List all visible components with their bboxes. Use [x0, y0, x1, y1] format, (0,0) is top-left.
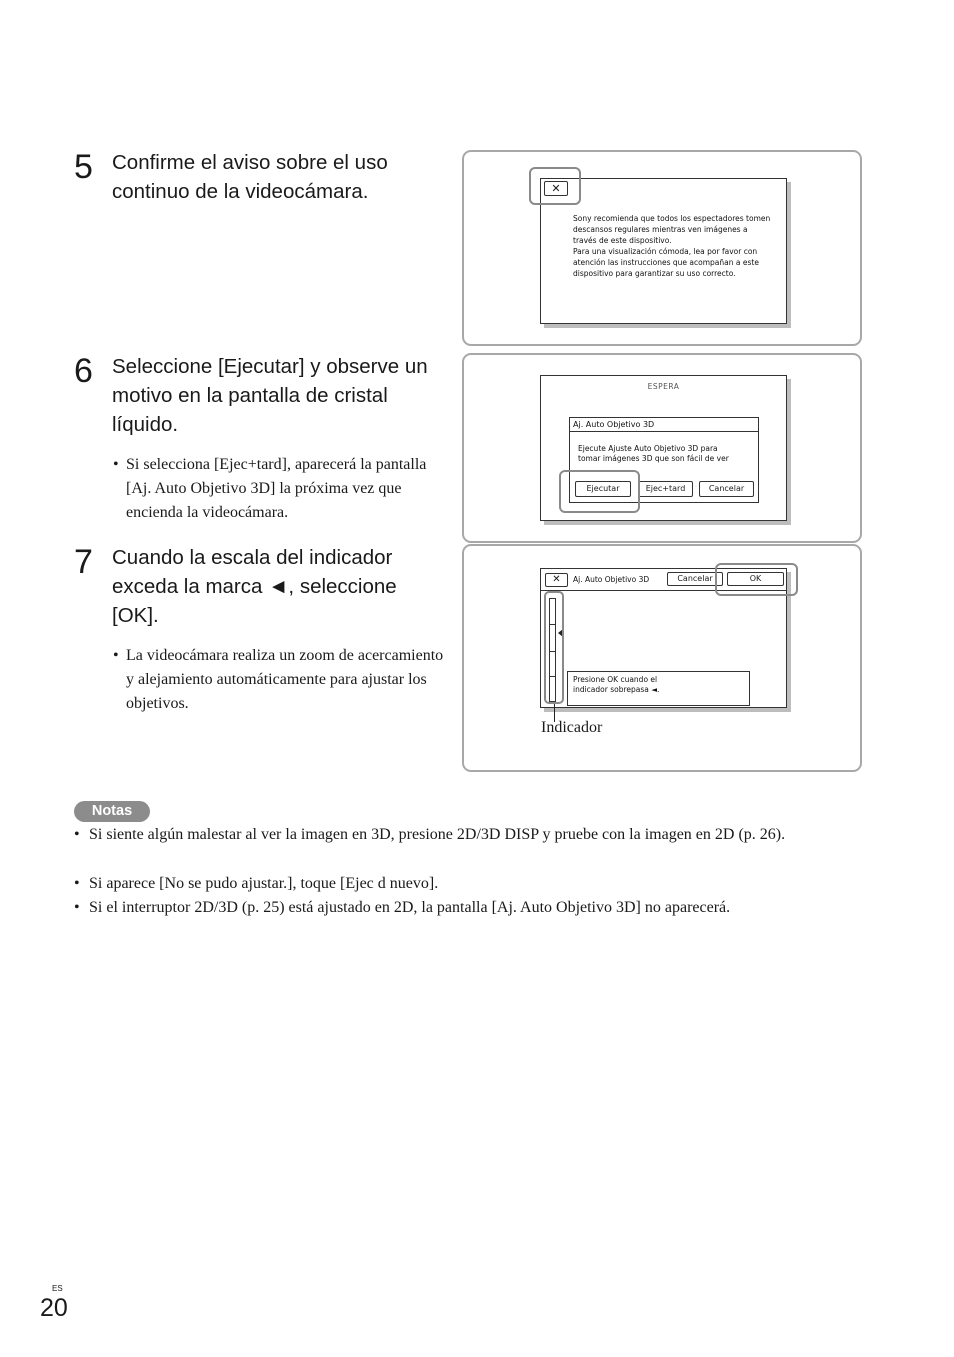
bullet-dot: •: [74, 875, 80, 892]
notes-badge: Notas: [74, 801, 150, 822]
hint-line-1: Presione OK cuando el: [573, 675, 658, 684]
note-text-3: Si el interruptor 2D/3D (p. 25) está ajustado en 2D, la pantalla [Aj. Auto Objetivo 3D] no aparecerá.: [89, 899, 731, 916]
dialog-title: Aj. Auto Objetivo 3D: [570, 418, 758, 432]
adjust-title: Aj. Auto Objetivo 3D: [573, 575, 650, 584]
step-7-number: 7: [74, 543, 93, 581]
close-icon[interactable]: ✕: [544, 181, 568, 196]
mark-icon: ◄: [268, 575, 289, 598]
bullet-dot: •: [74, 899, 80, 916]
note-item: [74, 872, 849, 897]
highlight-close: [529, 167, 581, 205]
panel-standby: [462, 353, 862, 543]
hint-line-2: [573, 685, 659, 695]
language-code: ES: [52, 1284, 63, 1293]
note-item: [74, 896, 849, 921]
bullet-dot: •: [74, 826, 80, 843]
highlight-ok: [715, 563, 798, 596]
execute-button[interactable]: Ejecutar: [575, 481, 631, 497]
hint-box: [567, 671, 750, 706]
step-7-title: [112, 543, 432, 630]
warning-message: Sony recomienda que todos los espectadores tomen descansos regulares mientras ven imágenes a través de este dispositivo. Para una visualización cómoda, lea por favor con atención las instrucciones que acompañan a este dispositivo para garantizar su uso correcto.: [573, 214, 771, 278]
panel-warning: [462, 150, 862, 346]
bullet-dot: •: [113, 647, 119, 664]
ok-button[interactable]: OK: [727, 572, 784, 586]
indicator-label: Indicador: [541, 719, 603, 736]
step-5-title: Confirme el aviso sobre el uso continuo de la videocámara.: [112, 151, 388, 203]
step-6-title: Seleccione [Ejecutar] y observe un motivo en la pantalla de cristal líquido.: [112, 355, 428, 436]
execute-later-button[interactable]: Ejec+tard: [638, 481, 693, 497]
note-item: [74, 823, 849, 848]
bullet-dot: •: [113, 456, 119, 473]
note-text-1: Si siente algún malestar al ver la imagen en 3D, presione 2D/3D DISP y pruebe con la imagen en 2D (p. 26).: [89, 826, 786, 843]
hint-line-2-text: indicador sobrepasa: [573, 685, 649, 694]
page-number: 20: [40, 1294, 68, 1322]
close-icon[interactable]: ✕: [545, 573, 568, 587]
step-6-bullet-text: Si selecciona [Ejec+tard], aparecerá la pantalla [Aj. Auto Objetivo 3D] la próxima vez que encienda la videocámara.: [126, 456, 427, 521]
mark-icon: ◄.: [651, 685, 660, 694]
step-7-title-after: , seleccione [OK].: [112, 575, 397, 627]
step-7-title-before: Cuando la escala del indicador exceda la marca: [112, 546, 393, 598]
step-5-number: 5: [74, 148, 93, 186]
step-6-bullet: [113, 453, 448, 525]
note-text-2: Si aparece [No se pudo ajustar.], toque [Ejec d nuevo].: [89, 875, 439, 892]
panel-adjust: [462, 544, 862, 772]
dialog-text: Ejecute Ajuste Auto Objetivo 3D para tomar imágenes 3D que son fácil de ver: [578, 444, 729, 463]
cancel-button[interactable]: Cancelar: [699, 481, 754, 497]
standby-label: ESPERA: [647, 382, 680, 391]
cancel-button[interactable]: Cancelar: [667, 572, 723, 586]
step-7-bullet: [113, 644, 448, 716]
step-7-bullet-text: La videocámara realiza un zoom de acercamiento y alejamiento automáticamente para ajustar los objetivos.: [126, 647, 444, 712]
highlight-indicator: [544, 591, 564, 704]
highlight-execute: [559, 470, 640, 513]
step-6-number: 6: [74, 352, 93, 390]
